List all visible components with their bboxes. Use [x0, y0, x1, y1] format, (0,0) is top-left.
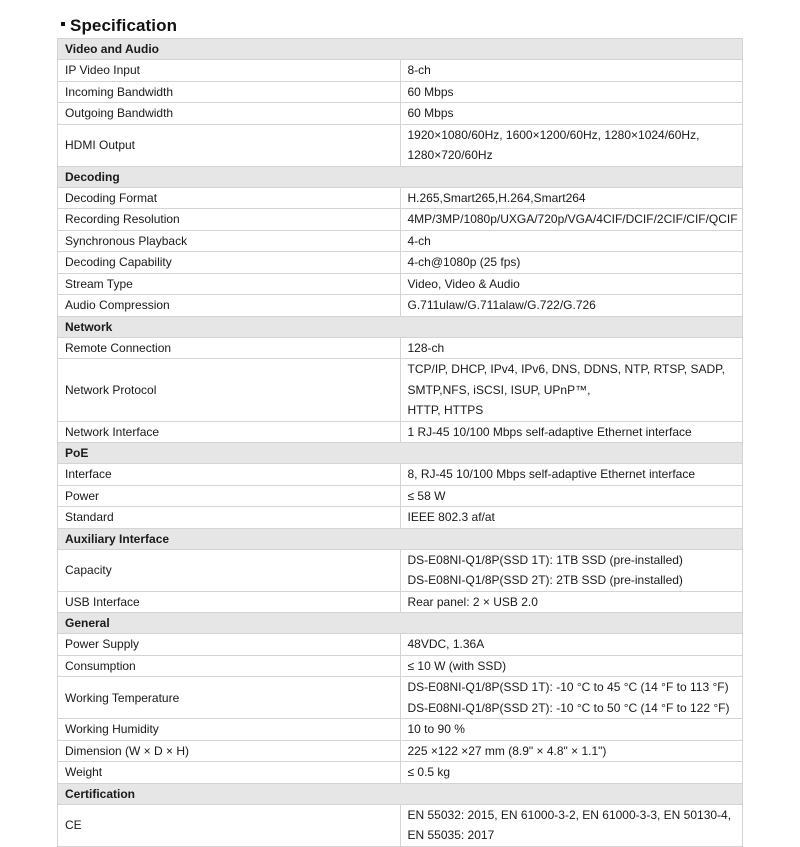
spec-row [58, 103, 743, 125]
spec-value [400, 124, 743, 166]
section-header-row [58, 613, 743, 634]
bullet-icon [61, 22, 65, 26]
spec-value-line: H.265,Smart265,H.264,Smart264 [407, 190, 586, 205]
spec-row [58, 60, 743, 82]
spec-row [58, 209, 743, 231]
spec-value-line: Rear panel: 2 × USB 2.0 [407, 594, 538, 609]
spec-value [400, 719, 743, 741]
spec-label: CE [58, 804, 401, 846]
spec-row [58, 719, 743, 741]
spec-value-line: 8-ch [407, 63, 431, 77]
spec-value [400, 762, 743, 784]
spec-table-body [58, 39, 743, 847]
section-header-row [58, 783, 743, 804]
spec-value-line: DS-E08NI-Q1/8P(SSD 1T): 1TB SSD (pre-installed) [407, 552, 683, 567]
page-title [61, 16, 177, 36]
spec-label: Synchronous Playback [58, 230, 401, 252]
spec-row [58, 421, 743, 443]
spec-value-line: G.711ulaw/G.711alaw/G.722/G.726 [407, 298, 596, 312]
spec-value-line: EN 55032: 2015, EN 61000-3-2, EN 61000-3-3, EN 50130-4, EN 55035: 2017 [407, 807, 732, 842]
spec-value [400, 591, 743, 613]
spec-value [400, 549, 743, 591]
spec-value-line: DS-E08NI-Q1/8P(SSD 2T): 2TB SSD (pre-installed) [407, 573, 683, 587]
spec-row [58, 804, 743, 846]
spec-value-line: DS-E08NI-Q1/8P(SSD 1T): -10 °C to 45 °C (14 °F to 113 °F) [407, 680, 729, 694]
section-heading: PoE [58, 443, 743, 464]
spec-value [400, 485, 743, 507]
spec-row [58, 187, 743, 209]
section-header-row [58, 39, 743, 60]
spec-row [58, 740, 743, 762]
spec-label: HDMI Output [58, 124, 401, 166]
spec-value-line: 4-ch [407, 233, 431, 248]
spec-value [400, 421, 743, 443]
spec-label: Working Temperature [58, 677, 401, 719]
spec-value [400, 230, 743, 252]
spec-value-line: 60 Mbps [407, 106, 454, 120]
spec-row [58, 81, 743, 103]
spec-row [58, 655, 743, 677]
spec-value [400, 655, 743, 677]
spec-value [400, 81, 743, 103]
section-header-row [58, 443, 743, 464]
spec-value [400, 103, 743, 125]
spec-value-line: Video, Video & Audio [407, 276, 520, 291]
spec-label: IP Video Input [58, 60, 401, 82]
spec-value-line: ≤ 0.5 kg [407, 765, 451, 779]
spec-value [400, 187, 743, 209]
spec-row [58, 464, 743, 486]
spec-value [400, 677, 743, 719]
spec-value [400, 60, 743, 82]
spec-value-line: 128-ch [407, 340, 445, 355]
spec-value-line: HTTP, HTTPS [407, 403, 484, 417]
section-header-row [58, 166, 743, 187]
spec-row [58, 634, 743, 656]
spec-row [58, 273, 743, 295]
spec-label: Consumption [58, 655, 401, 677]
section-heading: Network [58, 316, 743, 337]
spec-row [58, 677, 743, 719]
spec-value-line: 48VDC, 1.36A [407, 637, 485, 651]
spec-value-line: ≤ 58 W [407, 488, 446, 503]
spec-value-line: DS-E08NI-Q1/8P(SSD 2T): -10 °C to 50 °C (14 °F to 122 °F) [407, 700, 730, 715]
spec-value-line: 4-ch@1080p (25 fps) [407, 255, 521, 269]
spec-value [400, 209, 743, 231]
spec-row [58, 337, 743, 359]
spec-value [400, 295, 743, 317]
spec-value-line: 8, RJ-45 10/100 Mbps self-adaptive Ethernet interface [407, 467, 695, 481]
spec-row [58, 762, 743, 784]
spec-label: Audio Compression [58, 295, 401, 317]
spec-value [400, 804, 743, 846]
spec-table [57, 38, 743, 847]
spec-value-line: 10 to 90 % [407, 722, 465, 736]
spec-label: Decoding Capability [58, 252, 401, 274]
spec-value [400, 359, 743, 422]
spec-value [400, 273, 743, 295]
section-header-row [58, 528, 743, 549]
spec-row [58, 124, 743, 166]
spec-label: USB Interface [58, 591, 401, 613]
spec-value-line: ≤ 10 W (with SSD) [407, 658, 507, 673]
spec-label: Stream Type [58, 273, 401, 295]
spec-value [400, 740, 743, 762]
spec-row [58, 295, 743, 317]
spec-value-line: TCP/IP, DHCP, IPv4, IPv6, DNS, DDNS, NTP, RTSP, SADP, SMTP,NFS, iSCSI, ISUP, UPnP™, [407, 362, 725, 397]
spec-value [400, 507, 743, 529]
spec-row [58, 252, 743, 274]
spec-label: Working Humidity [58, 719, 401, 741]
spec-row [58, 485, 743, 507]
spec-row [58, 230, 743, 252]
spec-value-line: 1920×1080/60Hz, 1600×1200/60Hz, 1280×1024/60Hz, 1280×720/60Hz [407, 127, 700, 162]
spec-label: Remote Connection [58, 337, 401, 359]
spec-label: Network Interface [58, 421, 401, 443]
page-title-text: Specification [70, 16, 178, 35]
spec-label: Dimension (W × D × H) [58, 740, 401, 762]
section-heading: Auxiliary Interface [58, 528, 743, 549]
spec-label: Decoding Format [58, 187, 401, 209]
section-heading: General [58, 613, 743, 634]
spec-row [58, 359, 743, 422]
spec-label: Standard [58, 507, 401, 529]
spec-value-line: 4MP/3MP/1080p/UXGA/720p/VGA/4CIF/DCIF/2CIF/CIF/QCIF [407, 212, 738, 226]
section-heading: Video and Audio [58, 39, 743, 60]
spec-label: Network Protocol [58, 359, 401, 422]
spec-value-line: IEEE 802.3 af/at [407, 510, 495, 524]
section-header-row [58, 316, 743, 337]
spec-row [58, 591, 743, 613]
spec-label: Outgoing Bandwidth [58, 103, 401, 125]
spec-value [400, 337, 743, 359]
section-heading: Certification [58, 783, 743, 804]
spec-label: Incoming Bandwidth [58, 81, 401, 103]
spec-label: Power [58, 485, 401, 507]
spec-value-line: 1 RJ-45 10/100 Mbps self-adaptive Ethernet interface [407, 424, 692, 439]
spec-value-line: 60 Mbps [407, 84, 454, 99]
spec-label: Interface [58, 464, 401, 486]
spec-label: Capacity [58, 549, 401, 591]
spec-value [400, 634, 743, 656]
spec-label: Power Supply [58, 634, 401, 656]
spec-value [400, 464, 743, 486]
spec-row [58, 549, 743, 591]
spec-value-line: 225 ×122 ×27 mm (8.9" × 4.8" × 1.1") [407, 743, 607, 758]
spec-label: Recording Resolution [58, 209, 401, 231]
spec-row [58, 507, 743, 529]
spec-label: Weight [58, 762, 401, 784]
section-heading: Decoding [58, 166, 743, 187]
spec-value [400, 252, 743, 274]
